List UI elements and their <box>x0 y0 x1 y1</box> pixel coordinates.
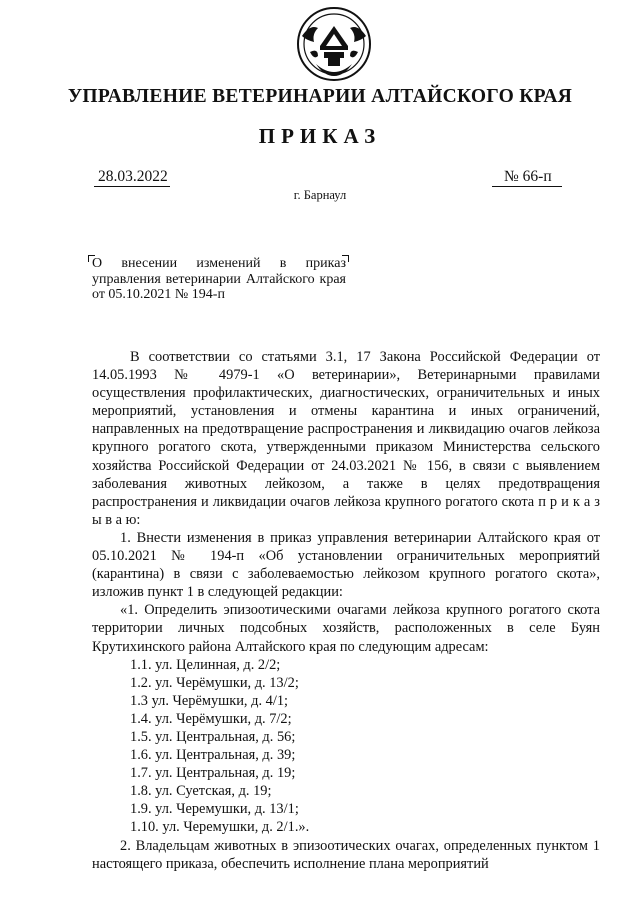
preamble-paragraph: В соответствии со статьями 3.1, 17 Закона Российской Федерации от 14.05.1993 № 4979-1 «О ветеринарии», Ветеринарными правилами осуществления профилактических, диагностических, ограничительных и иных мероприятий, установления и отмены карантина и иных ограничений, направленных на предотвращение распространения и ликвидацию очагов лейкоза крупного рогатого скота, утвержденными приказом Министерства сельского хозяйства Российской Федерации от 24.03.2021 № 156, в связи с выявлением заболевания животных лейкозом, а также в целях предотвращения распространения и ликвидации очагов лейкоза крупного рогатого скота п р и к а з ы в а ю: <box>92 349 600 528</box>
address-item: 1.6. ул. Центральная, д. 39; <box>130 747 296 764</box>
address-item: 1.9. ул. Черемушки, д. 13/1; <box>130 801 299 818</box>
address-item: 1.8. ул. Суетская, д. 19; <box>130 783 272 800</box>
altai-krai-coat-of-arms-icon <box>296 6 372 82</box>
address-item: 1.2. ул. Черёмушки, д. 13/2; <box>130 674 299 691</box>
document-body <box>92 348 600 873</box>
document-subject: О внесении изменений в приказ управления ветеринарии Алтайского края от 05.10.2021 № 194-п <box>92 256 346 302</box>
document-type-title: ПРИКАЗ <box>258 124 382 148</box>
address-item: 1.1. ул. Целинная, д. 2/2; <box>130 656 281 673</box>
item-1-quote-paragraph: «1. Определить эпизоотическими очагами лейкоза крупного рогатого скота территории личных подсобных хозяйств, расположенных в селе Буян Крутихинского района Алтайского края по следующим адресам: <box>92 602 600 655</box>
item-1-paragraph: 1. Внести изменения в приказ управления ветеринарии Алтайского края от 05.10.2021 № 194-п «Об установлении ограничительных мероприятий (карантина) в связи с заболеваемостью лейкозом крупного рогатого скота», изложив пункт 1 в следующей редакции: <box>92 529 600 601</box>
organization-title: УПРАВЛЕНИЕ ВЕТЕРИНАРИИ АЛТАЙСКОГО КРАЯ <box>67 86 573 107</box>
address-item: 1.5. ул. Центральная, д. 56; <box>130 728 296 745</box>
address-item: 1.10. ул. Черемушки, д. 2/1.». <box>130 819 310 836</box>
document-date: 28.03.2022 <box>94 168 170 187</box>
address-item: 1.4. ул. Черёмушки, д. 7/2; <box>130 710 292 727</box>
address-item: 1.7. ул. Центральная, д. 19; <box>130 765 296 782</box>
address-item: 1.3 ул. Черёмушки, д. 4/1; <box>130 692 289 709</box>
document-city: г. Барнаул <box>293 188 347 202</box>
item-2-paragraph: 2. Владельцам животных в эпизоотических очагах, определенных пунктом 1 настоящего приказа, обеспечить исполнение плана мероприятий <box>92 837 600 872</box>
document-number: № 66-п <box>492 168 562 187</box>
